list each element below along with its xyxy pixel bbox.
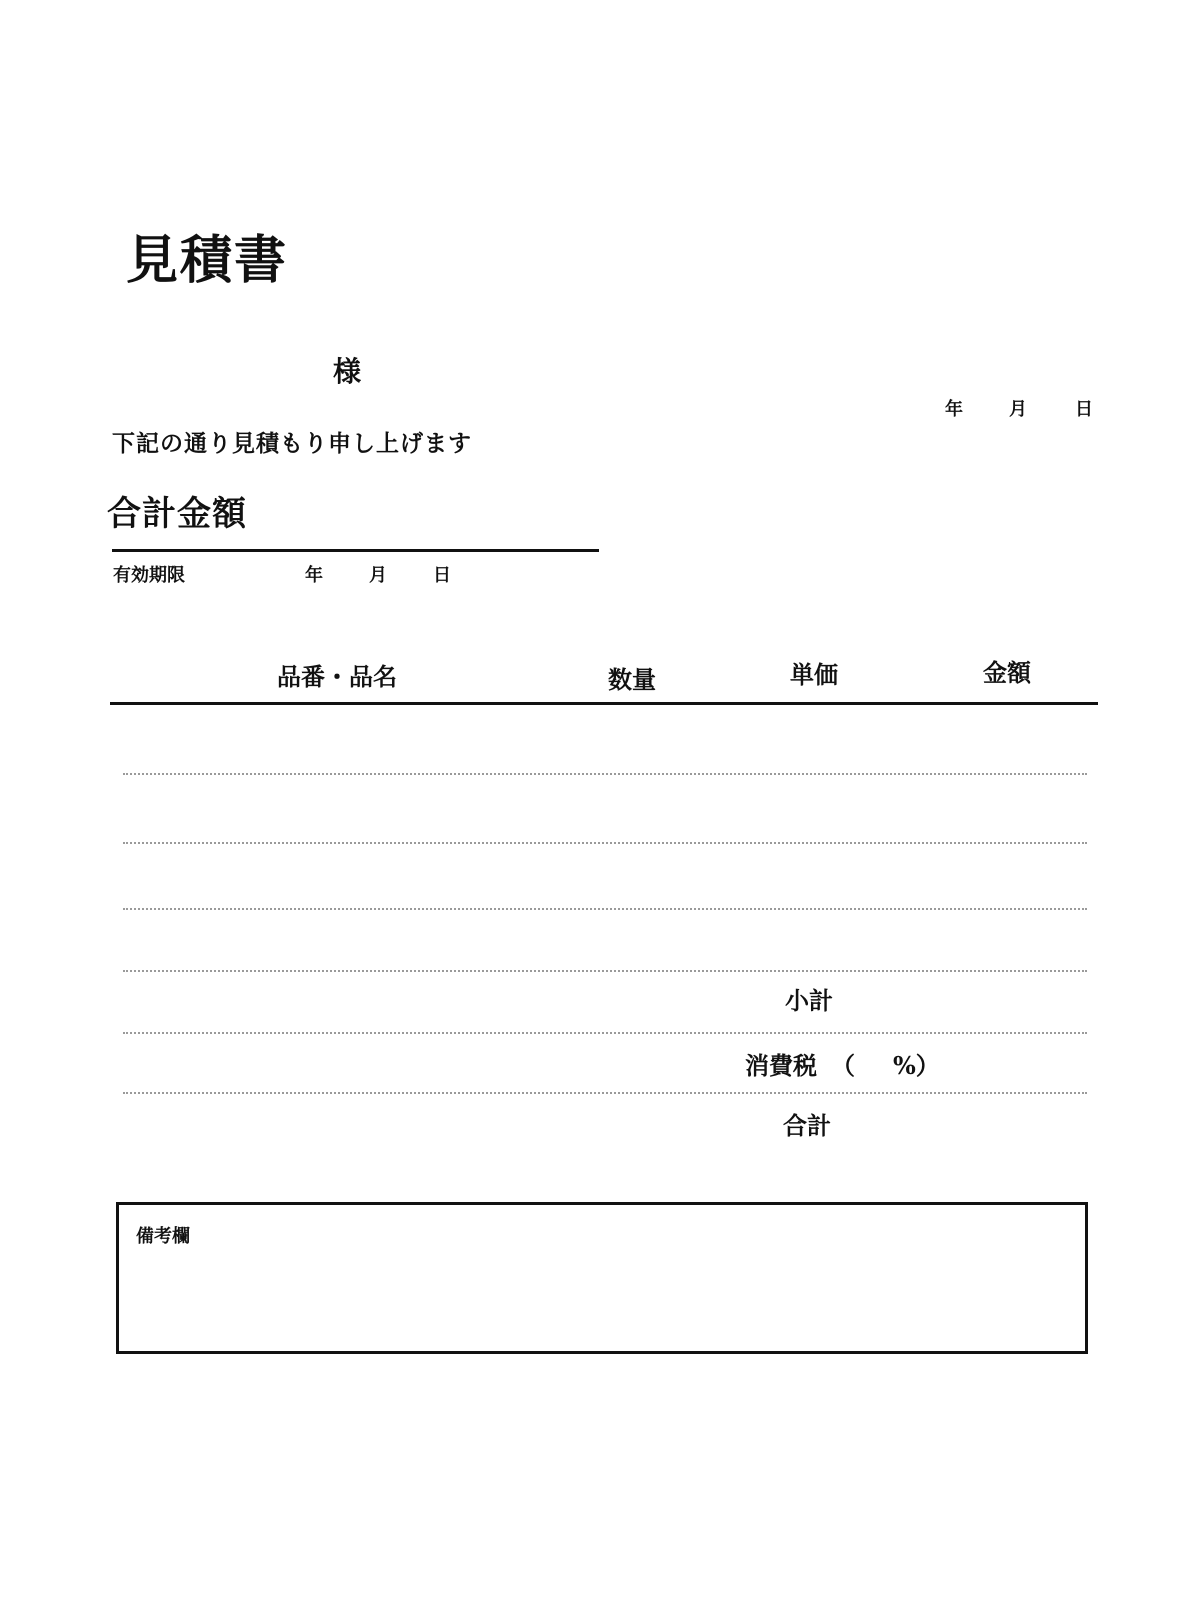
header-unit-price: 単価 — [790, 660, 838, 689]
document-title: 見積書 — [126, 230, 289, 291]
tax-label: 消費税 — [745, 1051, 817, 1080]
header-amount: 金額 — [983, 658, 1031, 687]
validity-day: 日 — [433, 565, 451, 586]
table-row-line — [123, 1032, 1087, 1034]
table-row-line — [123, 908, 1087, 910]
grand-total-label: 合計 — [783, 1111, 831, 1140]
tax-label-group — [745, 1046, 940, 1081]
tax-percent: %） — [893, 1051, 940, 1080]
subtotal-label: 小計 — [785, 986, 833, 1015]
total-amount-label: 合計金額 — [107, 494, 247, 534]
issue-date-day: 日 — [1075, 399, 1093, 420]
validity-label: 有効期限 — [113, 565, 185, 586]
issue-date-month: 月 — [1009, 399, 1027, 420]
table-row-line — [123, 842, 1087, 844]
remarks-box — [116, 1202, 1088, 1354]
validity-period — [113, 561, 451, 587]
remarks-label: 備考欄 — [136, 1226, 190, 1247]
table-row-line — [123, 773, 1087, 775]
header-item: 品番・品名 — [277, 662, 397, 691]
total-amount-underline — [112, 549, 599, 552]
table-row-line — [123, 1092, 1087, 1094]
issue-date-year: 年 — [945, 399, 963, 420]
intro-text: 下記の通り見積もり申し上げます — [112, 430, 472, 457]
recipient-suffix: 様 — [333, 355, 362, 388]
issue-date — [945, 395, 1093, 421]
header-quantity: 数量 — [608, 665, 656, 694]
table-row-line — [123, 970, 1087, 972]
tax-open-paren: （ — [831, 1051, 855, 1080]
table-header-line — [110, 702, 1098, 705]
validity-year: 年 — [305, 565, 323, 586]
validity-month: 月 — [369, 565, 387, 586]
